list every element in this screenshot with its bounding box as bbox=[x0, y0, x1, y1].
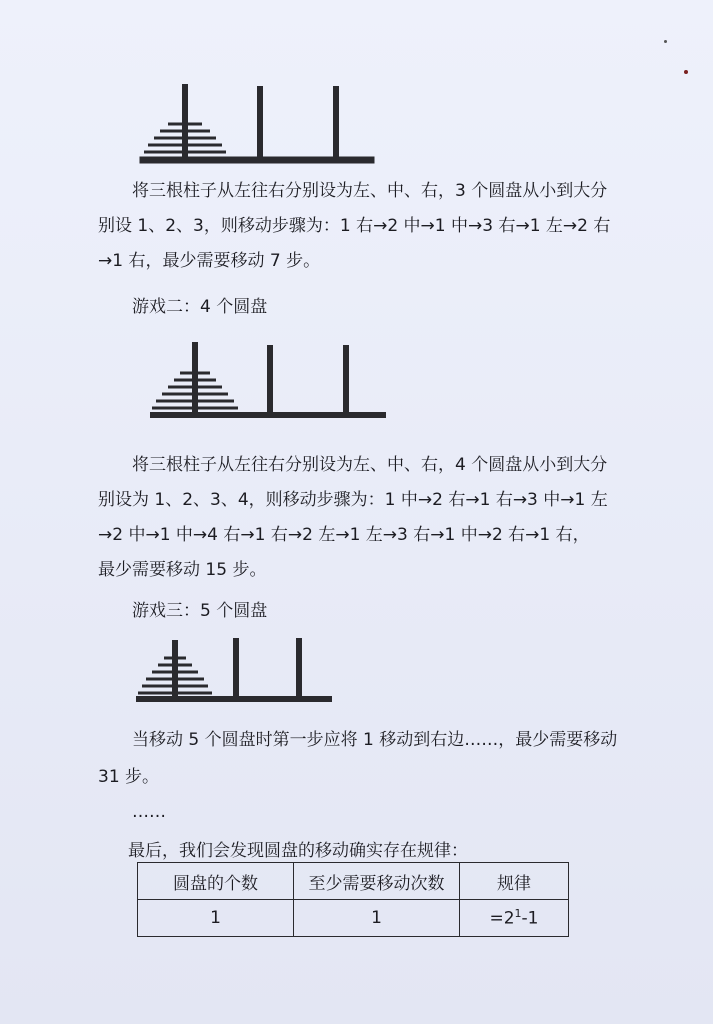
text-line: 别设为 1、2、3、4，则移动步骤为：1 中→2 右→1 右→3 中→1 左 bbox=[98, 490, 608, 510]
game1-paragraph bbox=[98, 174, 658, 279]
table-cell-moves: 1 bbox=[294, 900, 460, 937]
table-cell-discs: 1 bbox=[138, 900, 294, 937]
table-cell-rule bbox=[460, 900, 569, 937]
game2-paragraph bbox=[98, 448, 658, 588]
peg-left bbox=[182, 84, 188, 160]
ellipsis: …… bbox=[132, 802, 166, 822]
paper-spot bbox=[664, 40, 667, 43]
hanoi-figure-3-discs bbox=[140, 80, 380, 170]
game2-title: 游戏二：4 个圆盘 bbox=[132, 297, 268, 317]
hanoi-figure-5-discs bbox=[136, 634, 336, 709]
text-line: 最少需要移动 15 步。 bbox=[98, 560, 267, 580]
rules-table bbox=[137, 862, 569, 937]
table-row bbox=[138, 900, 569, 937]
text-line: →2 中→1 中→4 右→1 右→2 左→1 左→3 右→1 中→2 右→1 右， bbox=[98, 525, 590, 545]
rule-base: =2 bbox=[489, 908, 515, 929]
peg-left bbox=[172, 640, 178, 700]
text-line: 当移动 5 个圆盘时第一步应将 1 移动到右边……，最少需要移动 bbox=[132, 730, 618, 750]
text-line: 将三根柱子从左往右分别设为左、中、右，4 个圆盘从小到大分 bbox=[132, 455, 608, 475]
conclusion-text: 最后，我们会发现圆盘的移动确实存在规律： bbox=[128, 841, 468, 861]
game3-title: 游戏三：5 个圆盘 bbox=[132, 601, 268, 621]
rule-suffix: -1 bbox=[521, 908, 539, 929]
table-header-cell: 规律 bbox=[460, 863, 569, 900]
table-header-cell: 至少需要移动次数 bbox=[294, 863, 460, 900]
peg-right bbox=[333, 86, 339, 160]
text-line: 将三根柱子从左往右分别设为左、中、右，3 个圆盘从小到大分 bbox=[132, 181, 608, 201]
game3-paragraph bbox=[98, 722, 658, 796]
peg-middle bbox=[257, 86, 263, 160]
peg-middle bbox=[267, 345, 273, 416]
table-header-cell: 圆盘的个数 bbox=[138, 863, 294, 900]
paper-spot bbox=[684, 70, 688, 74]
peg-right bbox=[296, 638, 302, 700]
peg-right bbox=[343, 345, 349, 416]
table-header-row bbox=[138, 863, 569, 900]
text-line: 别设 1、2、3，则移动步骤为：1 右→2 中→1 中→3 右→1 左→2 右 bbox=[98, 216, 611, 236]
hanoi-figure-4-discs bbox=[150, 340, 390, 425]
rule-exponent: 1 bbox=[514, 907, 522, 921]
peg-middle bbox=[233, 638, 239, 700]
text-line: 31 步。 bbox=[98, 767, 160, 787]
text-line: →1 右，最少需要移动 7 步。 bbox=[98, 251, 321, 271]
